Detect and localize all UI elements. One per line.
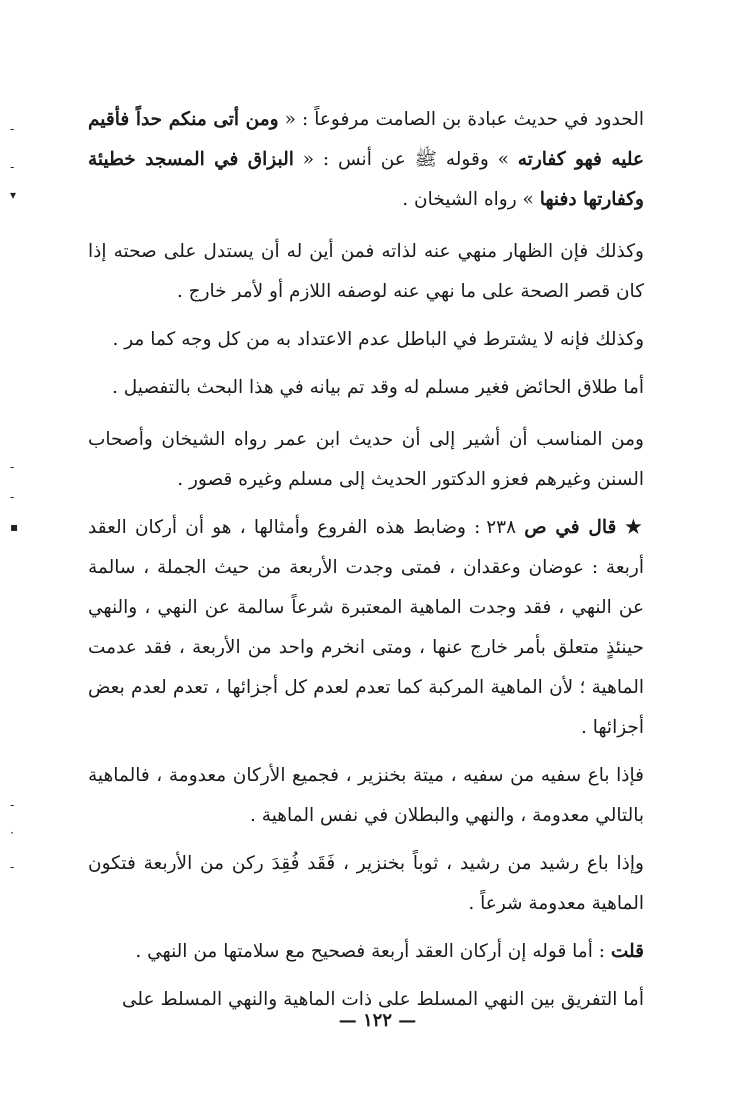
paragraph-3 [88,320,644,360]
page-body [88,100,644,1028]
section-marker-qala: ★ قال في ص [524,517,644,538]
hadith-quote-2: البزاق في المسجد خطيئة وكفارتها دفنها [88,149,644,210]
text-segment: وكذلك فإن الظهار منهي عنه لذاته فمن أين له أن يستدل على صحته إذا كان قصر الصحة على ما نهي عنه لوصفه اللازم أو لأمر خارج . [88,241,644,302]
hadith-quote-1: ومن أتى منكم حداً فأقيم عليه فهو كفارته [88,109,644,170]
text-segment: وكذلك فإنه لا يشترط في الباطل عدم الاعتداد به من كل وجه كما مر . [112,329,644,350]
margin-mark: - [10,160,15,174]
margin-mark: - [10,460,15,474]
text-segment: أما التفريق بين النهي المسلط على ذات الماهية والنهي المسلط على [121,989,644,1010]
text-segment: أما طلاق الحائض فغير مسلم له وقد تم بيانه في هذا البحث بالتفصيل . [112,377,644,398]
paragraph-9 [88,932,644,972]
paragraph-7 [88,756,644,836]
margin-mark: - [10,860,15,874]
text-segment: ومن المناسب أن أشير إلى أن حديث ابن عمر رواه الشيخان وأصحاب السنن وغيرهم فعزو الدكتور الحديث إلى مسلم وغيره قصور . [88,429,644,490]
section-marker-qultu: قلت [610,941,644,962]
paragraph-8 [88,844,644,924]
text-segment: ٢٣٨ : وضابط هذه الفروع وأمثالها ، هو أن أركان العقد أربعة : عوضان وعقدان ، فمتى وجدت الأربعة من حيث الجملة ، سالمة عن النهي ، فقد وجدت الماهية المعتبرة شرعاً سالمة عن النهي ، والنهي حينئذٍ متعلق بأمر خارج عنها ، ومتى انخرم واحد من الأربعة ، فقد عدمت الماهية ؛ لأن الماهية المركبة كما تعدم لعدم كل أجزائها ، تعدم لعدم بعض أجزائها . [88,517,644,738]
paragraph-6 [88,508,644,748]
paragraph-5 [88,420,644,500]
text-segment: : أما قوله إن أركان العقد أربعة فصحيح مع سلامتها من النهي . [135,941,611,962]
margin-mark: - [10,122,15,136]
text-segment: وإذا باع رشيد من رشيد ، ثوباً بخنزير ، فَقَد فُقِدَ ركن من الأربعة فتكون الماهية معدومة شرعاً . [88,853,644,914]
margin-mark: - [10,798,15,812]
paragraph-2 [88,232,644,312]
paragraph-1 [88,100,644,220]
text-segment: فإذا باع سفيه من سفيه ، ميتة بخنزير ، فجميع الأركان معدومة ، فالماهية بالتالي معدومة ، والنهي والبطلان في نفس الماهية . [88,765,644,826]
paragraph-4 [88,368,644,408]
text-segment: » وقوله ﷺ عن أنس : « [293,149,518,170]
margin-mark: - [10,490,15,504]
page-number: — ١٢٢ — [338,1010,417,1031]
margin-mark: ▾ [10,188,17,202]
text-segment: الحدود في حديث عبادة بن الصامت مرفوعاً : « [278,109,644,130]
text-segment: » رواه الشيخان . [402,189,540,210]
margin-mark: ▪ [10,520,19,534]
margin-mark: · [10,826,14,840]
